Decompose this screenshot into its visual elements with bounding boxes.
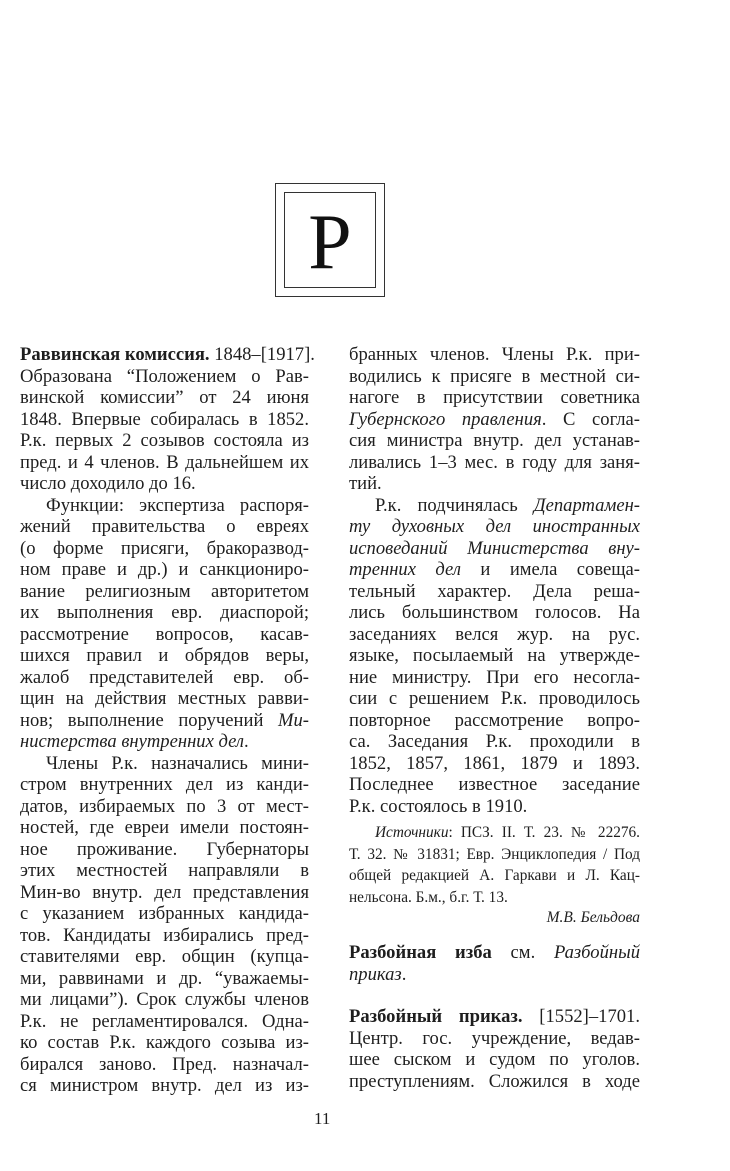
- italic-term: Департамен-: [533, 494, 640, 516]
- italic-term: Губернского правления: [349, 408, 542, 430]
- text-line: [349, 1049, 640, 1071]
- section-letter: Р: [308, 198, 352, 285]
- text-run: заседаниях велся жур. на рус.: [349, 623, 640, 645]
- text-run: Члены Р.к. назначались мини-: [46, 752, 309, 774]
- text-line: [349, 731, 640, 753]
- text-run: Р.к. состоялось в 1910.: [349, 795, 528, 817]
- text-run: общей редакцией А. Гаркави и Л. Кац-: [349, 867, 640, 884]
- text-run: .: [244, 731, 249, 752]
- text-run: языке, посылаемый на утвержде-: [349, 645, 640, 666]
- text-run: Т. 32. № 31831; Евр. Энциклопедия / Под: [349, 845, 640, 863]
- text-run: [1552]–1701.: [522, 1006, 640, 1027]
- text-run: ностей, где евреи имели постоян-: [20, 817, 309, 838]
- text-run: са. Заседания Р.к. проходили в: [349, 731, 640, 752]
- text-run: .: [401, 963, 407, 985]
- text-line: [20, 538, 309, 560]
- text-line: [20, 839, 309, 861]
- text-run: (о форме присяги, бракоразвод-: [20, 537, 309, 559]
- text-run: Р.к. первых 2 созывов состояла из: [20, 430, 309, 451]
- text-line: [20, 989, 309, 1011]
- text-line: [349, 942, 640, 964]
- text-line: [20, 409, 309, 431]
- entry-headword: Раввинская комиссия.: [20, 344, 210, 365]
- text-run: тий.: [349, 473, 382, 494]
- entry-razboiny-prikaz: [349, 1006, 640, 1092]
- text-run: . С согла-: [541, 408, 640, 430]
- text-run: бранных членов. Члены Р.к. при-: [349, 344, 640, 365]
- entry-razboinaya-izba: [349, 942, 640, 985]
- text-line: [20, 667, 309, 689]
- text-line: [349, 538, 640, 560]
- text-line: [20, 710, 309, 732]
- text-line: [349, 366, 640, 388]
- text-line: [20, 968, 309, 990]
- text-run: винской комиссии” от 24 июня: [20, 387, 309, 408]
- text-run: Р.к. подчинялась: [375, 494, 534, 516]
- text-run: водились к присяге в местной си-: [349, 365, 640, 387]
- text-line: [349, 710, 640, 732]
- text-line: [20, 344, 315, 366]
- text-line: [20, 1075, 309, 1097]
- text-run: нагоге в присутствии советника: [349, 387, 640, 408]
- italic-term: ту духовных дел иностранных: [349, 516, 640, 537]
- text-run: стром внутренних дел из канди-: [20, 774, 309, 795]
- text-run: ном праве и др.) и санкциониро-: [20, 559, 309, 580]
- text-line: [349, 865, 640, 887]
- left-column-text: [20, 344, 315, 1097]
- article-author: М.В. Бельдова: [546, 909, 640, 926]
- text-run: : ПСЗ. II. Т. 23. № 22276.: [448, 824, 640, 841]
- text-line: [20, 753, 309, 775]
- text-run: щин на действия местных равви-: [20, 688, 309, 709]
- text-run: ставителями евр. общин (купца-: [20, 946, 309, 967]
- italic-term: тренних дел: [349, 559, 461, 580]
- text-run: шее сыском и судом по уголов.: [349, 1049, 640, 1070]
- text-line: [20, 366, 309, 388]
- text-run: жалоб представителей евр. об-: [20, 666, 309, 688]
- text-run: 1848–[1917].: [209, 344, 315, 365]
- text-line: [20, 925, 309, 947]
- text-run: число доходило до 16.: [20, 473, 196, 494]
- text-line: [20, 688, 309, 710]
- text-run: нельсона. Б.м., б.г. Т. 13.: [349, 888, 508, 906]
- text-line: [349, 1071, 640, 1093]
- text-run: см.: [491, 942, 554, 963]
- text-line: [349, 822, 640, 844]
- text-run: лись большинством голосов. На: [349, 602, 640, 623]
- text-run: ливались 1–3 мес. в году для заня-: [349, 451, 640, 473]
- text-line: [20, 1054, 309, 1076]
- text-line: [349, 1006, 640, 1028]
- section-letter-frame: [275, 183, 385, 297]
- text-line: [20, 946, 309, 968]
- text-line: [349, 473, 640, 495]
- text-run: ся министром внутр. дел из из-: [20, 1075, 309, 1096]
- text-run: нов; выполнение поручений: [20, 709, 279, 731]
- text-run: с указанием избранных кандида-: [20, 903, 309, 924]
- sources-note: [349, 822, 640, 908]
- text-line: [20, 882, 309, 904]
- text-run: ми лицами”). Срок службы членов: [20, 989, 309, 1010]
- text-run: вание религиозным авторитетом: [20, 580, 309, 602]
- text-line: [349, 887, 640, 909]
- text-run: 1852, 1857, 1861, 1879 и 1893.: [349, 752, 640, 774]
- text-run: бирался заново. Пред. назначал-: [20, 1053, 309, 1075]
- text-line: [20, 452, 309, 474]
- text-run: Последнее известное заседание: [349, 774, 640, 795]
- text-run: шихся правил и обрядов веры,: [20, 645, 309, 666]
- text-line: [349, 430, 640, 452]
- italic-term: приказ: [349, 963, 402, 985]
- text-line: [349, 581, 640, 603]
- section-letter-inner-frame: [284, 192, 376, 288]
- italic-term: Разбойный: [553, 942, 640, 963]
- italic-term: Источники: [375, 824, 449, 841]
- text-line: [20, 903, 309, 925]
- entry-headword: Разбойная изба: [349, 942, 492, 963]
- right-column-text: [349, 344, 640, 817]
- italic-term: исповеданий Министерства вну-: [349, 537, 640, 559]
- text-run: ко состав Р.к. каждого созыва из-: [20, 1032, 309, 1053]
- text-line: [349, 516, 640, 538]
- text-line: [20, 495, 309, 517]
- text-line: [20, 516, 309, 538]
- entry-headword: Разбойный приказ.: [349, 1006, 523, 1027]
- text-line: [20, 645, 309, 667]
- text-run: сии с решением Р.к. проводилось: [349, 688, 640, 709]
- text-line: [20, 387, 309, 409]
- text-line: [20, 774, 309, 796]
- italic-term: нистерства внутренних дел: [20, 731, 245, 752]
- text-run: Мин-во внутр. дел представления: [20, 881, 309, 903]
- text-run: рассмотрение вопросов, касав-: [20, 623, 309, 645]
- text-run: ние министру. При его несогла-: [349, 666, 640, 688]
- text-run: и имела совеща-: [460, 559, 641, 580]
- text-line: [20, 1011, 309, 1033]
- text-line: [349, 688, 640, 710]
- text-run: Функции: экспертиза распоря-: [46, 494, 309, 516]
- text-line: [20, 817, 309, 839]
- text-line: [20, 473, 309, 495]
- text-run: ное проживание. Губернаторы: [20, 838, 309, 860]
- text-line: [349, 409, 640, 431]
- text-line: [20, 581, 309, 603]
- page-number: 11: [314, 1109, 331, 1128]
- text-run: преступлениям. Сложился в ходе: [349, 1070, 640, 1092]
- text-line: [20, 559, 309, 581]
- text-line: [349, 602, 640, 624]
- text-run: этих местностей направляли в: [20, 860, 309, 881]
- text-line: [20, 731, 309, 753]
- text-line: [349, 344, 640, 366]
- text-line: [349, 1028, 640, 1050]
- text-run: тов. Кандидаты избирались пред-: [20, 924, 309, 946]
- text-run: датов, избираемых по 3 от мест-: [20, 795, 309, 817]
- text-line: [349, 844, 640, 866]
- text-line: [349, 452, 640, 474]
- text-line: [349, 667, 640, 689]
- text-line: [349, 774, 640, 796]
- text-run: тельный характер. Дела реша-: [349, 580, 640, 602]
- text-line: [20, 602, 309, 624]
- text-line: [349, 495, 640, 517]
- text-run: жений правительства о евреях: [20, 516, 309, 537]
- text-run: пред. и 4 членов. В дальнейшем их: [20, 451, 309, 473]
- text-line: [20, 624, 309, 646]
- text-line: [349, 387, 640, 409]
- text-run: их выполнения евр. диаспорой;: [20, 602, 309, 623]
- text-line: [349, 964, 640, 986]
- text-line: [349, 559, 640, 581]
- text-run: 1848. Впервые собиралась в 1852.: [20, 408, 309, 430]
- text-line: [20, 796, 309, 818]
- text-run: Образована “Положением о Рав-: [20, 365, 309, 387]
- text-run: Р.к. не регламентировался. Одна-: [20, 1010, 309, 1032]
- italic-term: Ми-: [278, 709, 309, 731]
- text-run: Центр. гос. учреждение, ведав-: [349, 1027, 640, 1049]
- text-run: повторное рассмотрение вопро-: [349, 709, 640, 731]
- text-line: [20, 1032, 309, 1054]
- text-line: [20, 860, 309, 882]
- text-line: [349, 753, 640, 775]
- text-line: [20, 430, 309, 452]
- text-run: ми, раввинами и др. “уважаемы-: [20, 967, 309, 989]
- text-line: [349, 796, 640, 818]
- text-line: [349, 624, 640, 646]
- text-run: сия министра внутр. дел устанав-: [349, 430, 640, 451]
- text-line: [349, 645, 640, 667]
